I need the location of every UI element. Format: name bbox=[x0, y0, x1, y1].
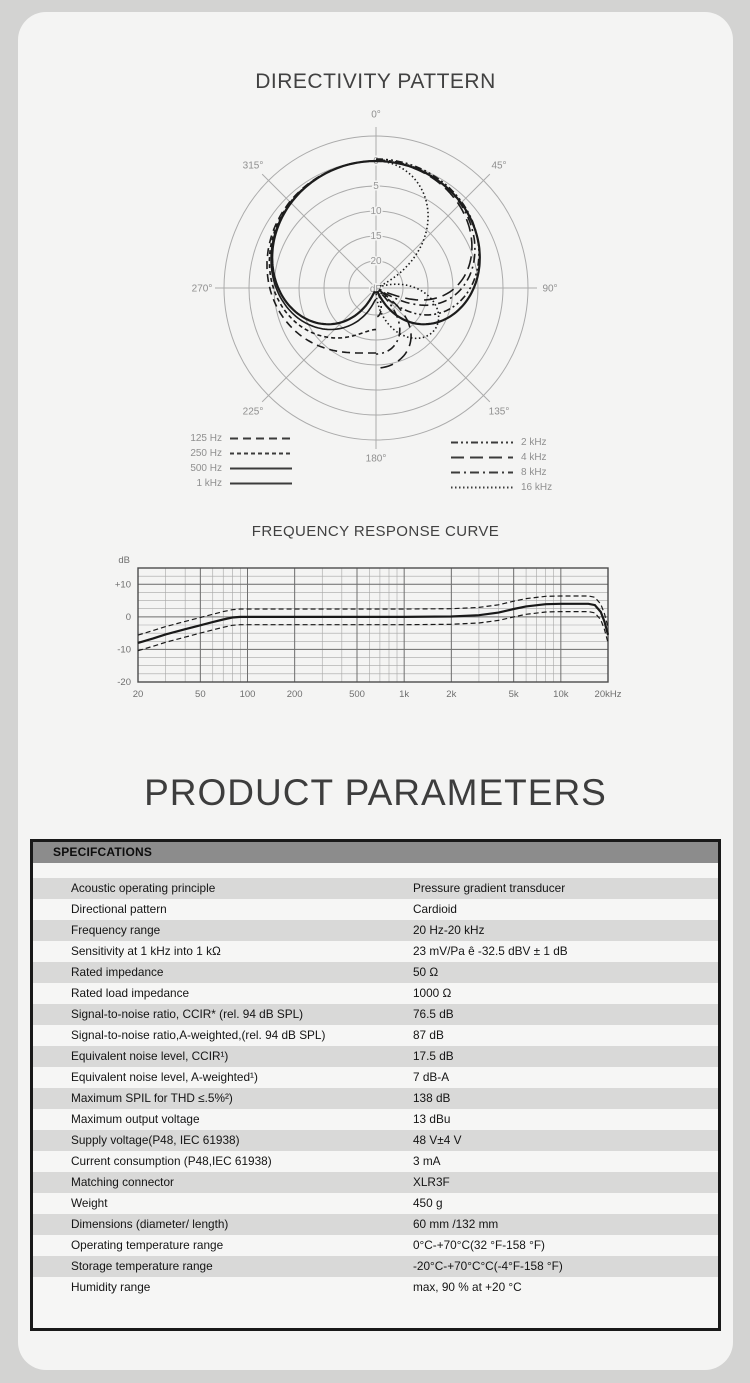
legend-line-sample bbox=[450, 439, 514, 446]
spec-value: 0°C-+70°C(32 °F-158 °F) bbox=[413, 1238, 545, 1252]
spec-label: Signal-to-noise ratio, CCIR* (rel. 94 dB SPL) bbox=[71, 1007, 304, 1021]
spec-label: Acoustic operating principle bbox=[71, 881, 216, 895]
spec-row bbox=[33, 962, 718, 983]
fr-x-tick: 100 bbox=[239, 689, 256, 700]
table-header-spacer bbox=[33, 863, 718, 878]
spec-value: 76.5 dB bbox=[413, 1007, 454, 1021]
legend-label: 4 kHz bbox=[521, 451, 547, 463]
spec-value: 23 mV/Pa ê -32.5 dBV ± 1 dB bbox=[413, 944, 568, 958]
spec-value: 60 mm /132 mm bbox=[413, 1217, 499, 1231]
spec-row bbox=[33, 899, 718, 920]
fr-x-tick: 5k bbox=[508, 689, 519, 700]
polar-angle-label: 225° bbox=[242, 406, 263, 418]
spec-value: max, 90 % at +20 °C bbox=[413, 1280, 522, 1294]
polar-series-16-khz bbox=[376, 161, 439, 338]
spec-label: Humidity range bbox=[71, 1280, 151, 1294]
fr-x-tick: 20 bbox=[132, 689, 144, 700]
legend-label: 16 kHz bbox=[521, 481, 553, 493]
specifications-table-header: SPECIFCATIONS bbox=[33, 842, 718, 863]
polar-angle-label: 135° bbox=[488, 406, 509, 418]
polar-angle-label: 180° bbox=[365, 453, 386, 464]
spec-label: Weight bbox=[71, 1196, 108, 1210]
spec-value: Cardioid bbox=[413, 902, 457, 916]
legend-item bbox=[176, 477, 293, 489]
legend-item bbox=[176, 462, 293, 474]
spec-value: 48 V±4 V bbox=[413, 1133, 462, 1147]
polar-angle-label: 270° bbox=[191, 283, 212, 295]
legend-item bbox=[450, 481, 552, 493]
polar-angle-label: 90° bbox=[541, 283, 558, 295]
legend-line-sample bbox=[450, 469, 514, 476]
legend-line-sample bbox=[229, 435, 293, 442]
spec-value: 17.5 dB bbox=[413, 1049, 454, 1063]
spec-label: Supply voltage(P48, IEC 61938) bbox=[71, 1133, 240, 1147]
spec-value: Pressure gradient transducer bbox=[413, 881, 566, 895]
spec-row bbox=[33, 983, 718, 1004]
spec-row bbox=[33, 1235, 718, 1256]
spec-label: Operating temperature range bbox=[71, 1238, 224, 1252]
spec-value: 20 Hz-20 kHz bbox=[413, 923, 485, 937]
fr-series-upper-tolerance bbox=[138, 596, 608, 635]
polar-legend-high-frequencies bbox=[450, 436, 552, 493]
spec-row bbox=[33, 1025, 718, 1046]
specifications-table bbox=[30, 839, 721, 1331]
fr-x-tick: 1k bbox=[399, 689, 410, 700]
spec-value: 3 mA bbox=[413, 1154, 441, 1168]
fr-x-tick: 2k bbox=[446, 689, 457, 700]
spec-label: Matching connector bbox=[71, 1175, 174, 1189]
polar-db-tick: 5 bbox=[372, 181, 379, 192]
product-parameters-title: PRODUCT PARAMETERS bbox=[144, 772, 607, 813]
directivity-title: DIRECTIVITY PATTERN bbox=[255, 70, 496, 93]
legend-line-sample bbox=[229, 465, 293, 472]
legend-line-sample bbox=[229, 480, 293, 487]
polar-db-tick: 0 bbox=[372, 156, 379, 167]
legend-line-sample bbox=[229, 450, 293, 457]
fr-x-tick: 200 bbox=[286, 689, 303, 700]
spec-row bbox=[33, 1046, 718, 1067]
legend-line-sample bbox=[450, 484, 514, 491]
polar-db-tick: 15 bbox=[369, 231, 382, 242]
spec-label: Current consumption (P48,IEC 61938) bbox=[71, 1154, 272, 1168]
spec-row bbox=[33, 1172, 718, 1193]
spec-value: 1000 Ω bbox=[413, 986, 452, 1000]
polar-angle-label: 315° bbox=[242, 160, 263, 172]
spec-label: Rated impedance bbox=[71, 965, 164, 979]
spec-label: Sensitivity at 1 kHz into 1 kΩ bbox=[71, 944, 221, 958]
legend-item bbox=[176, 432, 293, 444]
spec-row bbox=[33, 1256, 718, 1277]
product-spec-card bbox=[18, 12, 733, 1370]
specifications-rows bbox=[33, 878, 718, 1298]
legend-label: 500 Hz bbox=[190, 462, 222, 474]
legend-item bbox=[450, 436, 552, 448]
spec-value: -20°C-+70°C°C(-4°F-158 °F) bbox=[413, 1259, 563, 1273]
spec-row bbox=[33, 1214, 718, 1235]
polar-db-tick: 10 bbox=[369, 206, 382, 217]
frequency-response-title: FREQUENCY RESPONSE CURVE bbox=[251, 523, 500, 540]
spec-value: 7 dB-A bbox=[413, 1070, 450, 1084]
fr-x-tick: 20kHz bbox=[594, 689, 622, 700]
spec-row bbox=[33, 1088, 718, 1109]
directivity-polar-chart bbox=[146, 108, 606, 464]
spec-label: Maximum output voltage bbox=[71, 1112, 200, 1126]
spec-row bbox=[33, 1130, 718, 1151]
spec-label: Maximum SPIL for THD ≤.5%²) bbox=[71, 1091, 233, 1105]
spec-label: Directional pattern bbox=[71, 902, 167, 916]
fr-series-nominal-response bbox=[138, 604, 608, 643]
fr-y-axis-unit: dB bbox=[118, 555, 130, 566]
spec-row bbox=[33, 1193, 718, 1214]
frequency-response-chart bbox=[92, 552, 692, 704]
legend-label: 8 kHz bbox=[521, 466, 547, 478]
legend-label: 1 kHz bbox=[196, 477, 222, 489]
spec-value: 50 Ω bbox=[413, 965, 439, 979]
legend-line-sample bbox=[450, 454, 514, 461]
spec-row bbox=[33, 920, 718, 941]
spec-label: Rated load impedance bbox=[71, 986, 190, 1000]
spec-row bbox=[33, 878, 718, 899]
polar-db-tick: 20 bbox=[369, 256, 382, 267]
spec-value: 450 g bbox=[413, 1196, 443, 1210]
legend-label: 250 Hz bbox=[190, 447, 222, 459]
spec-value: 87 dB bbox=[413, 1028, 444, 1042]
legend-item bbox=[450, 451, 552, 463]
polar-legend-low-frequencies bbox=[176, 432, 293, 489]
spec-label: Signal-to-noise ratio,A-weighted,(rel. 94 dB SPL) bbox=[71, 1028, 326, 1042]
fr-y-tick: +10 bbox=[114, 579, 131, 591]
spec-label: Equivalent noise level, CCIR¹) bbox=[71, 1049, 229, 1063]
spec-row bbox=[33, 1151, 718, 1172]
legend-item bbox=[176, 447, 293, 459]
spec-row bbox=[33, 941, 718, 962]
spec-label: Equivalent noise level, A-weighted¹) bbox=[71, 1070, 258, 1084]
spec-value: 138 dB bbox=[413, 1091, 451, 1105]
spec-row bbox=[33, 1067, 718, 1088]
polar-angle-label: 45° bbox=[490, 160, 507, 172]
polar-angle-label: 0° bbox=[370, 109, 381, 121]
legend-item bbox=[450, 466, 552, 478]
fr-x-tick: 50 bbox=[195, 689, 206, 700]
legend-label: 125 Hz bbox=[190, 432, 222, 444]
fr-x-tick: 10k bbox=[553, 689, 569, 700]
spec-row bbox=[33, 1277, 718, 1298]
spec-label: Storage temperature range bbox=[71, 1259, 213, 1273]
fr-y-tick: -20 bbox=[117, 677, 131, 688]
fr-y-tick: 0 bbox=[125, 611, 131, 623]
legend-label: 2 kHz bbox=[521, 436, 547, 448]
fr-y-tick: -10 bbox=[117, 644, 131, 656]
polar-db-unit-label: dB bbox=[369, 284, 382, 295]
spec-row bbox=[33, 1004, 718, 1025]
fr-x-tick: 500 bbox=[349, 689, 365, 700]
spec-label: Frequency range bbox=[71, 923, 161, 937]
spec-value: 13 dBu bbox=[413, 1112, 451, 1126]
spec-value: XLR3F bbox=[413, 1175, 450, 1189]
spec-label: Dimensions (diameter/ length) bbox=[71, 1217, 229, 1231]
spec-row bbox=[33, 1109, 718, 1130]
